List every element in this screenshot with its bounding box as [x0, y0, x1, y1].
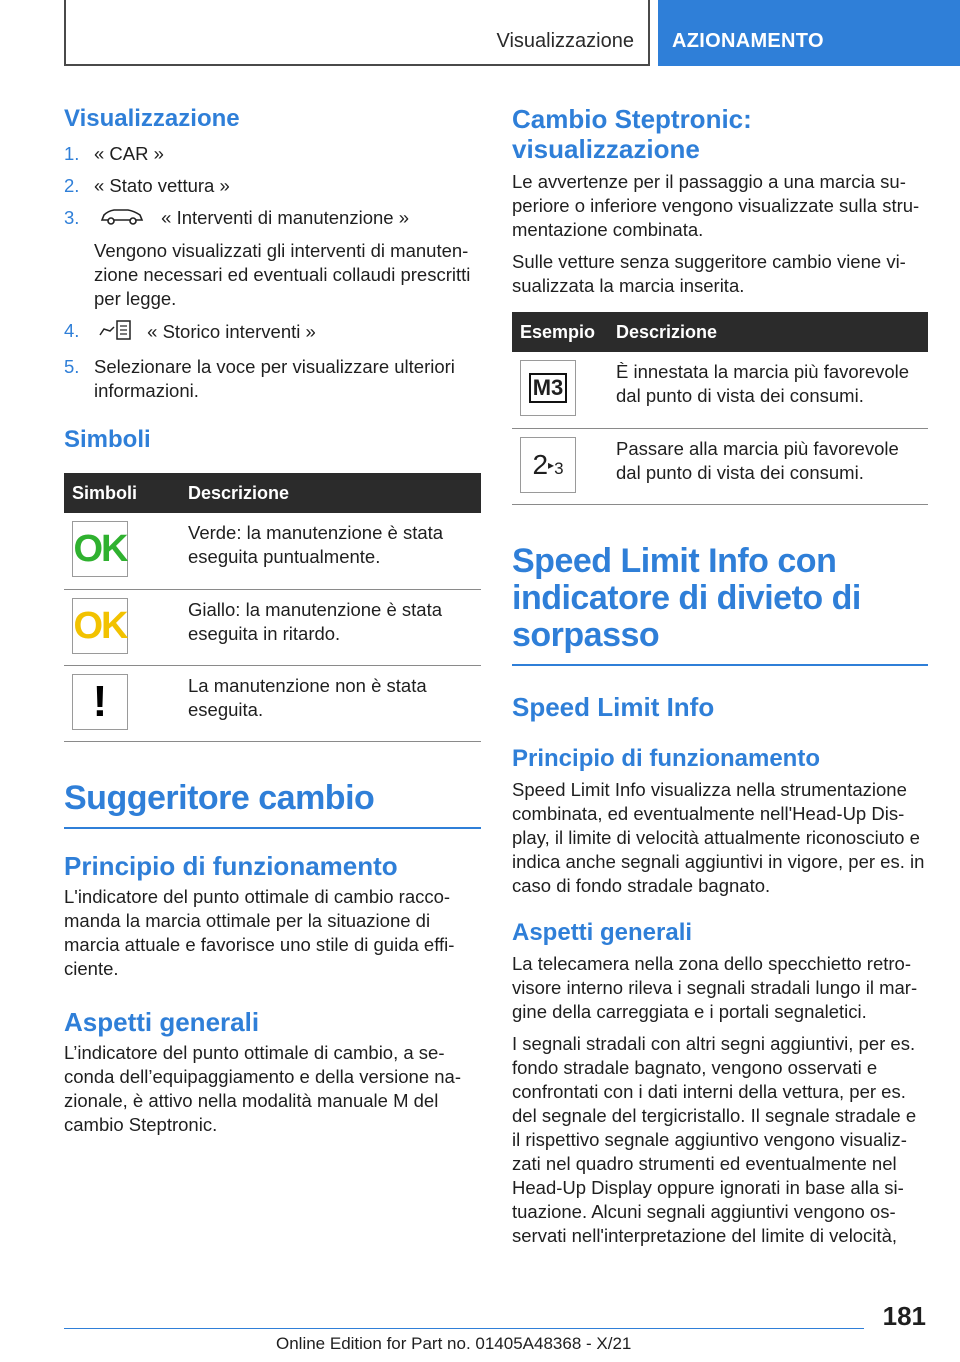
sli-principle-heading: Principio di funzionamento: [512, 744, 820, 772]
gear-shift-up-icon: [520, 437, 576, 493]
principle-text: L'indicatore del punto ottimale di cambio racco‐manda la marcia ottimale per la situazione di marcia attuale e favorisce uno stile di guida effi‐ciente.: [64, 885, 455, 979]
example-description: Passare alla marcia più favorevole dal punto di vista dei consumi.: [608, 428, 928, 504]
step-subtext: Vengono visualizzati gli interventi di manuten‐zione necessari ed eventuali collaudi prescritti per legge.: [94, 240, 471, 310]
steptronic-paragraph-2: Sulle vetture senza suggeritore cambio viene vi‐sualizzata la marcia inserita.: [512, 251, 906, 296]
steptronic-heading: Cambio Steptronic: visualizzazione: [512, 104, 752, 164]
table-row: [64, 589, 481, 665]
gear-target-symbol: 3: [554, 458, 564, 478]
example-table: [512, 312, 928, 505]
steptronic-paragraph-1: Le avvertenze per il passaggio a una marcia su‐periore o inferiore vengono visualizzate sulla stru‐mentazione combinata.: [512, 171, 920, 240]
symbols-table: [64, 473, 481, 742]
principle-heading: Principio di funzionamento: [64, 850, 398, 881]
step-text: « Storico interventi »: [147, 321, 316, 342]
display-heading: Visualizzazione: [64, 105, 240, 132]
left-column: [64, 98, 481, 1137]
divider: [512, 664, 928, 666]
example-col-header: Esempio: [512, 312, 608, 352]
header-chapter-label: AZIONAMENTO: [672, 30, 824, 52]
sli-principle-text: Speed Limit Info visualizza nella strumentazione combinata, ed eventualmente nell'Head-Up Dis‐play, il limite di velocità attualmente riconosciuto e indica anche segnali aggiuntivi in vigore, per es. in caso di fondo stradale bagnato.: [512, 778, 925, 896]
table-row: [64, 513, 481, 589]
header-section-label: Visualizzazione: [496, 30, 634, 52]
header-chapter-tab: [658, 0, 960, 66]
exclamation-icon: [72, 674, 128, 730]
steps-list: [64, 142, 481, 403]
table-row: [64, 665, 481, 741]
list-item: [64, 174, 481, 198]
footer-divider: [64, 1328, 864, 1329]
step-number: 1.: [64, 143, 80, 164]
ok-green-symbol: OK: [73, 528, 127, 571]
shift-arrow-icon: ▸: [548, 457, 555, 472]
gear-m3-symbol: M3: [529, 373, 568, 403]
service-history-icon: [98, 319, 132, 347]
symbol-description: La manutenzione non è stata eseguita.: [180, 665, 481, 741]
step-number: 2.: [64, 175, 80, 196]
list-item: [64, 355, 481, 403]
step-text: « Stato vettura »: [94, 175, 230, 196]
sli-heading: Speed Limit Info: [512, 691, 715, 722]
sli-general-paragraph-2: I segnali stradali con altri segni aggiuntivi, per es. fondo stradale bagnato, vengono osservati e confrontati con i dati interni della vettura, per es. del segnale del tergicristallo. Il segnale stradale e il rispettivo segnale aggiuntivo vengono visualiz‐zati nel quadro strumenti ed eventualmente nel Head-Up Display oppure ignorati in base alla si‐tuazione. Alcuni segnali aggiuntivi vengono os‐servati nell'interpretazione del limite di velocità,: [512, 1032, 917, 1246]
speed-limit-title: Speed Limit Info con indicatore di divieto di sorpasso: [512, 541, 861, 654]
description-col-header: Descrizione: [180, 473, 481, 513]
sli-general-heading: Aspetti generali: [512, 918, 693, 946]
step-text: « CAR »: [94, 143, 164, 164]
gear-suggestion-title: Suggeritore cambio: [64, 778, 375, 817]
table-row: [512, 352, 928, 428]
ok-green-icon: [72, 521, 128, 577]
step-number: 3.: [64, 207, 80, 228]
divider: [64, 827, 481, 829]
footer-edition-text: Online Edition for Part no. 01405A48368 - X/21: [276, 1334, 632, 1353]
right-column: [512, 98, 928, 1248]
header-section-tab: [64, 0, 650, 66]
symbols-col-header: Simboli: [64, 473, 180, 513]
step-number: 4.: [64, 320, 80, 342]
list-item: [64, 206, 481, 311]
list-item: [64, 319, 481, 347]
description-col-header: Descrizione: [608, 312, 928, 352]
table-row: [512, 428, 928, 504]
ok-yellow-symbol: OK: [73, 604, 127, 647]
symbols-heading: Simboli: [64, 426, 151, 454]
sli-general-paragraph-1: La telecamera nella zona dello specchietto retro‐visore interno rileva i segnali stradali lungo il mar‐gine della carreggiata e i portali segnaletici.: [512, 952, 918, 1022]
list-item: [64, 142, 481, 166]
page-number: 181: [882, 1301, 926, 1331]
gear-current-symbol: 2: [532, 448, 549, 480]
symbol-description: Giallo: la manutenzione è stata eseguita in ritardo.: [180, 589, 481, 665]
general-heading: Aspetti generali: [64, 1006, 260, 1037]
example-description: È innestata la marcia più favorevole dal punto di vista dei consumi.: [608, 352, 928, 428]
step-number: 5.: [64, 356, 80, 378]
gear-m3-icon: [520, 360, 576, 416]
step-text: « Interventi di manutenzione »: [161, 207, 409, 228]
car-service-icon: [100, 207, 144, 231]
general-text: L’indicatore del punto ottimale di cambio, a se‐conda dell’equipaggiamento e della versione na‐zionale, è attivo nella modalità manuale M del cambio Steptronic.: [64, 1041, 462, 1135]
step-text: Selezionare la voce per visualizzare ulteriori informazioni.: [94, 356, 455, 402]
ok-yellow-icon: [72, 598, 128, 654]
symbol-description: Verde: la manutenzione è stata eseguita puntualmente.: [180, 513, 481, 589]
exclamation-symbol: !: [92, 676, 108, 726]
